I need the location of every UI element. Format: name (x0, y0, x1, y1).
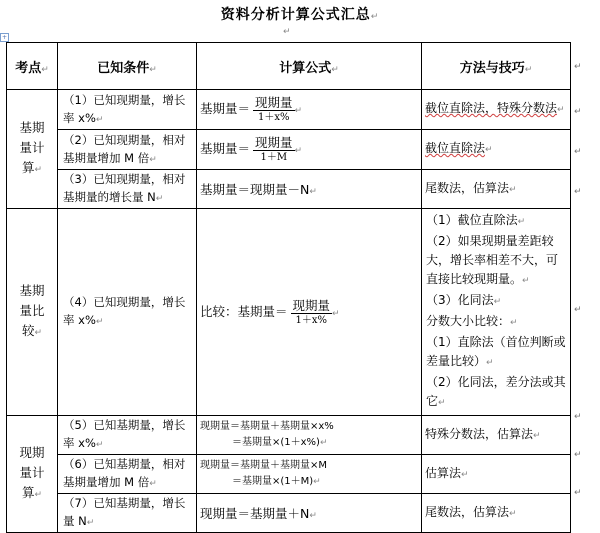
method-cell: 截位直除法↵ (422, 130, 571, 170)
table-row (7, 416, 571, 455)
category-cell: 现期量计算↵ (7, 416, 58, 533)
row-end-mark: ↵ (574, 187, 582, 197)
method-line: （1）直除法（首位判断或差量比较）↵ (426, 335, 566, 368)
method-line: （2）如果现期量差距较大，增长率相差不大，可直接比较现期量。↵ (426, 234, 559, 286)
formula-table (6, 42, 571, 533)
condition-cell: （6）已知基期量，相对基期量增加 M 倍↵ (58, 455, 197, 494)
condition-cell: （7）已知基期量，增长量 N↵ (58, 494, 197, 533)
header-cell: 已知条件↵ (58, 43, 197, 90)
method-cell: 特殊分数法，估算法↵ (422, 416, 571, 455)
row-end-mark: ↵ (574, 488, 582, 498)
table-row (7, 130, 571, 170)
condition-cell: （3）已知现期量，相对基期量的增长量 N↵ (58, 170, 197, 209)
formula-line: ＝基期量×(1＋M)↵ (232, 476, 321, 487)
method-cell: 尾数法，估算法↵ (422, 170, 571, 209)
condition-cell: （5）已知基期量，增长率 x%↵ (58, 416, 197, 455)
header-cell: 方法与技巧↵ (422, 43, 571, 90)
formula-line: ＝基期量×(1＋x%)↵ (232, 437, 328, 448)
table-row (7, 494, 571, 533)
formula-cell: 比较：基期量＝ $\frac{\text{现期量}}{1+x\%}$ ↵ (197, 209, 422, 416)
formula-cell (197, 416, 422, 455)
row-end-mark: ↵ (574, 147, 582, 157)
table-row (7, 209, 571, 416)
formula-cell: 基期量＝ $\frac{\text{现期量}}{1+M}$ ↵ (197, 130, 422, 170)
fraction: $\frac{\text{现期量}}{1+M}$ (255, 135, 293, 163)
category-cell: 基期量计算↵ (7, 90, 58, 209)
formula-cell: 基期量＝ $\frac{\text{现期量}}{1+x\%}$ ↵ (197, 90, 422, 130)
row-end-mark: ↵ (574, 412, 582, 422)
row-end-mark: ↵ (574, 450, 582, 460)
method-line: （1）截位直除法↵ (426, 213, 526, 227)
paragraph-mark: ↵ (283, 27, 291, 37)
table-move-handle-icon[interactable]: + (1, 34, 8, 41)
row-end-mark: ↵ (574, 107, 582, 117)
formula-line: 现期量＝基期量＋基期量×M (200, 460, 328, 471)
method-line: （2）化同法，差分法或其它↵ (426, 375, 566, 408)
method-line: （3）化同法↵ (426, 293, 502, 307)
fraction: $\frac{\text{现期量}}{1+x\%}$ (255, 95, 293, 123)
header-row (7, 43, 571, 90)
formula-cell: 基期量＝现期量－N↵ (197, 170, 422, 209)
method-cell: 估算法↵ (422, 455, 571, 494)
method-line: 分数大小比较：↵ (426, 314, 518, 328)
condition-cell: （4）已知现期量，增长率 x%↵ (58, 209, 197, 416)
method-cell: 截位直除法，特殊分数法↵ (422, 90, 571, 130)
fraction: $\frac{\text{现期量}}{1+x\%}$ (292, 297, 331, 326)
row-end-mark: ↵ (574, 305, 582, 315)
header-cell: 考点↵ (7, 43, 58, 90)
method-cell: 尾数法，估算法↵ (422, 494, 571, 533)
header-cell: 计算公式↵ (197, 43, 422, 90)
formula-cell (197, 455, 422, 494)
formula-cell: 现期量＝基期量＋N↵ (197, 494, 422, 533)
condition-cell: （2）已知现期量，相对基期量增加 M 倍↵ (58, 130, 197, 170)
row-end-mark: ↵ (574, 62, 582, 72)
category-cell: 基期量比较↵ (7, 209, 58, 416)
table-row (7, 170, 571, 209)
condition-cell: （1）已知现期量，增长率 x%↵ (58, 90, 197, 130)
method-cell (422, 209, 571, 416)
table-row (7, 455, 571, 494)
document-title: 资料分析计算公式汇总↵ (220, 7, 380, 23)
formula-line: 现期量＝基期量＋基期量×x% (200, 421, 334, 432)
table-row (7, 90, 571, 130)
